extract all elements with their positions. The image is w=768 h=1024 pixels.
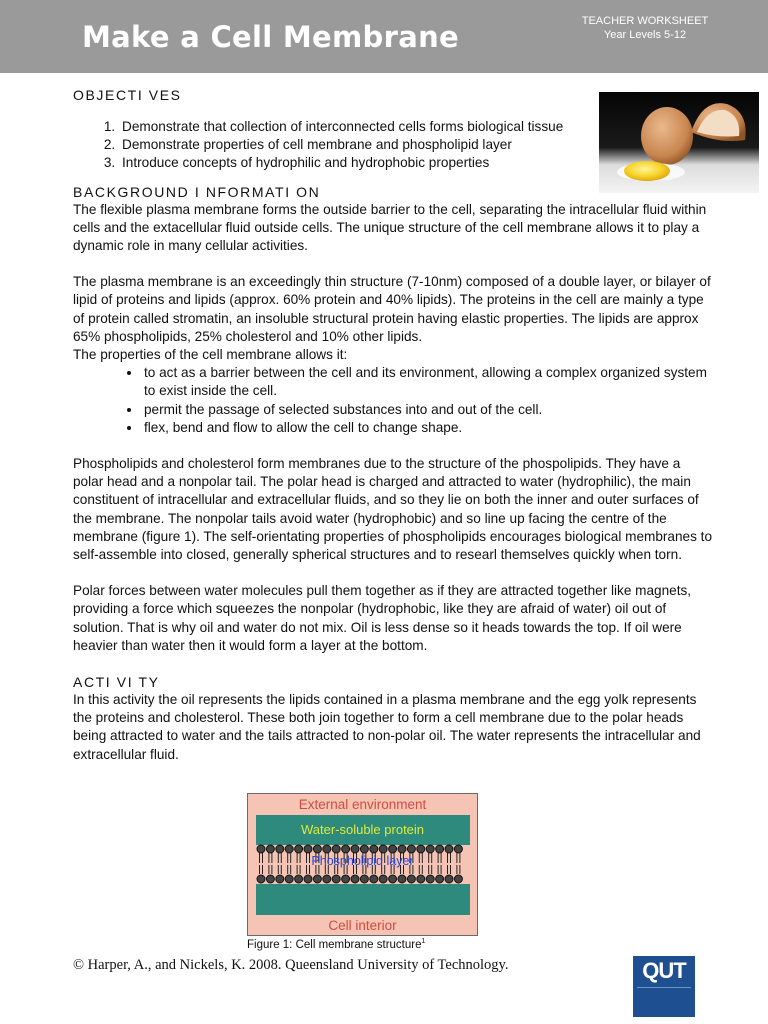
figure-caption: [247, 938, 425, 951]
phospholipid-head: [285, 875, 293, 883]
phospholipid-head: [407, 845, 415, 853]
background-heading: BACKGROUND I NFORMATI ON: [73, 183, 321, 200]
phospholipid-head: [304, 875, 312, 883]
phospholipid-head: [417, 875, 425, 883]
phospholipid-head: [351, 875, 359, 883]
phospholipid-head: [379, 845, 387, 853]
phospholipid-head: [445, 845, 453, 853]
phospholipid-head: [370, 845, 378, 853]
objective-item: 1. Demonstrate that collection of interconnected cells forms biological tissue: [119, 118, 713, 136]
objectives-list: [73, 118, 713, 173]
label-external-environment: External environment: [298, 797, 427, 812]
cell-membrane-figure: [247, 793, 478, 936]
objective-item: 3. Introduce concepts of hydrophilic and hydrophobic properties: [119, 154, 713, 172]
phospholipid-head: [313, 845, 321, 853]
phospholipid-head: [313, 875, 321, 883]
objectives-heading: OBJECTI VES: [73, 87, 182, 103]
year-levels: Year Levels 5-12: [603, 29, 687, 41]
phospholipid-head: [426, 845, 434, 853]
background-para-2: The plasma membrane is an exceedingly thin structure (7-10nm) composed of a double layer, or bilayer of lipid of proteins and lipids (approx. 60% protein and 40% lipids). The proteins in the cell are mainly a type of protein called stromatin, an insoluble structural protein having elastic properties. The lipids are approx 65% phospholipids, 25% cholesterol and 10% other lipids.: [73, 274, 711, 344]
phospholipid-head: [445, 875, 453, 883]
phospholipid-head: [295, 845, 303, 853]
phospholipid-head: [454, 845, 462, 853]
phospholipid-head: [266, 845, 274, 853]
phospholipid-head: [426, 875, 434, 883]
phospholipid-head: [285, 845, 293, 853]
property-item: • to act as a barrier between the cell and its environment, allowing a complex organized system to exist inside the cell.: [142, 364, 713, 400]
phospholipid-head: [332, 875, 340, 883]
background-para-2b: The properties of the cell membrane allows it:: [73, 347, 348, 363]
phospholipid-head: [304, 845, 312, 853]
qut-logo: [633, 956, 695, 1017]
phospholipid-head: [436, 875, 444, 883]
label-water-soluble-protein: Water-soluble protein: [300, 822, 425, 837]
qut-logo-text: QUT: [642, 958, 686, 983]
phospholipid-head: [436, 845, 444, 853]
figure-caption-ref: 1: [421, 938, 426, 945]
phospholipid-head: [332, 845, 340, 853]
worksheet-label: TEACHER WORKSHEET: [581, 15, 709, 27]
worksheet-tag: [540, 14, 750, 42]
phospholipid-head: [360, 875, 368, 883]
header-bar: [0, 0, 768, 73]
properties-list: [73, 364, 713, 437]
property-item: • flex, bend and flow to allow the cell to change shape.: [142, 419, 713, 437]
figure-caption-text: Figure 1: Cell membrane structure: [247, 938, 422, 951]
activity-para: In this activity the oil represents the lipids contained in a plasma membrane and the egg yolk represents the proteins and cholesterol. These both join together to form a cell membrane due to the polar heads being attracted to water and the tails attracted to non-polar oil. The water represents the intracellular and extracellular fluid.: [73, 692, 701, 762]
phospholipid-head: [342, 875, 350, 883]
phospholipid-head: [351, 845, 359, 853]
phospholipid-head: [342, 845, 350, 853]
activity-heading: ACTI VI TY: [73, 674, 160, 691]
phospholipid-head: [276, 875, 284, 883]
phospholipid-head: [454, 875, 462, 883]
label-cell-interior: Cell interior: [328, 918, 397, 933]
objective-item: 2. Demonstrate properties of cell membrane and phospholipid layer: [119, 136, 713, 154]
phospholipid-head: [398, 845, 406, 853]
phospholipid-head: [389, 845, 397, 853]
phospholipid-head: [360, 845, 368, 853]
label-phospholipid-layer: Phospholipid layer: [311, 854, 414, 868]
phospholipid-head: [417, 845, 425, 853]
phospholipid-head: [257, 875, 265, 883]
background-para-1: The flexible plasma membrane forms the outside barrier to the cell, separating the intracellular fluid within cells and the extacellular fluid outside cells. The unique structure of the cell membrane allows it to play a dynamic role in many cellular activities.: [73, 201, 707, 254]
page-title: Make a Cell Membrane: [82, 20, 459, 54]
phospholipid-head: [257, 845, 265, 853]
phospholipid-head: [323, 845, 331, 853]
phospholipid-head: [389, 875, 397, 883]
copyright-notice: © Harper, A., and Nickels, K. 2008. Queensland University of Technology.: [73, 957, 509, 973]
background-para-3: Phospholipids and cholesterol form membranes due to the structure of the phospolipids. They have a polar head and a nonpolar tail. The polar head is charged and attracted to water (hydrophilic), the main constituent of intracellular and extracellular fluids, and so they lie on both the inner and outer surfaces of the membrane. The nonpolar tails avoid water (hydrophobic) and so line up facing the centre of the membrane (figure 1). The self-orientating properties of phospholipids encourages biological membranes to self-assemble into closed, generally spherical structures and to researl themselves quickly when torn.: [73, 456, 713, 563]
phospholipid-head: [266, 875, 274, 883]
phospholipid-head: [370, 875, 378, 883]
property-item: • permit the passage of selected substances into and out of the cell.: [142, 401, 713, 419]
phospholipid-head: [398, 875, 406, 883]
phospholipid-head: [323, 875, 331, 883]
background-para-4: Polar forces between water molecules pull them together as if they are attracted together like magnets, providing a force which squeezes the nonpolar (hydrophobic, like they are afraid of water) oil out of solution. That is why oil and water do not mix. Oil is less dense so it heads towards the top. If oil were heavier than water then it would form a layer at the bottom.: [73, 583, 692, 653]
phospholipid-head: [295, 875, 303, 883]
phospholipid-head: [379, 875, 387, 883]
protein-band-bottom: [256, 884, 470, 915]
worksheet-body: [73, 86, 713, 764]
phospholipid-head: [407, 875, 415, 883]
phospholipid-head: [276, 845, 284, 853]
